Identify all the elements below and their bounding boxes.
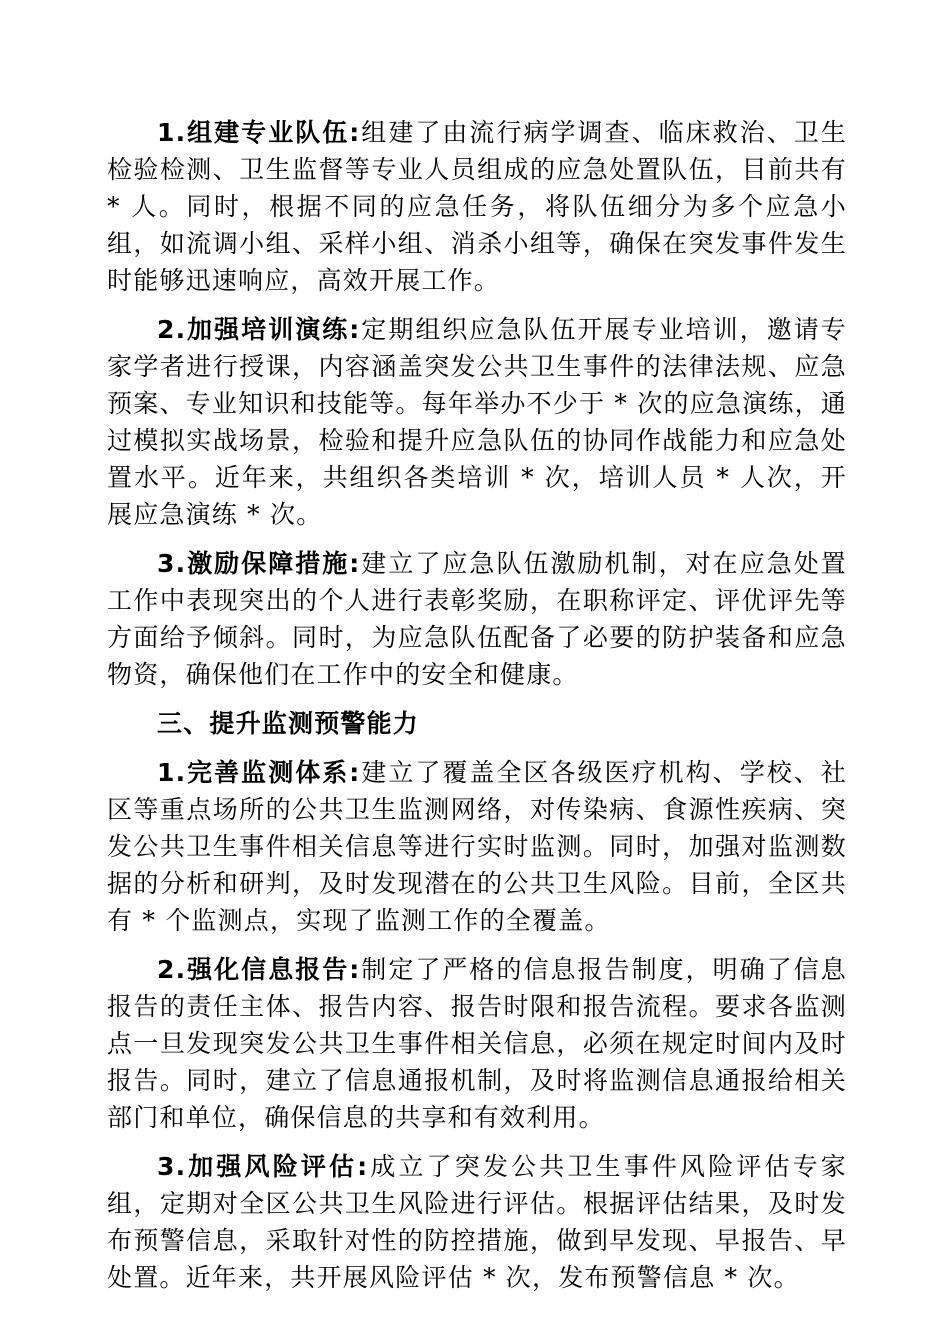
paragraph-lead: 2.强化信息报告: [157, 955, 361, 984]
paragraph-text: 建立了应急队伍激励机制，对在应急处置工作中表现突出的个人进行表彰奖励，在职称评定、评优评先等方面给予倾斜。同时，为应急队伍配备了必要的防护装备和应急物资，确保他们在工作中的安全和健康。 [107, 549, 847, 689]
paragraph-lead: 2.加强培训演练: [157, 315, 361, 344]
paragraph-text: 建立了覆盖全区各级医疗机构、学校、社区等重点场所的公共卫生监测网络，对传染病、食源性疾病、突发公共卫生事件相关信息等进行实时监测。同时，加强对监测数据的分析和研判，及时发现潜在的公共卫生风险。目前，全区共有 * 个监测点，实现了监测工作的全覆盖。 [107, 758, 847, 935]
paragraph-lead: 1.组建专业队伍: [157, 118, 361, 147]
paragraph-lead: 3.加强风险评估: [157, 1152, 369, 1181]
paragraph-lead: 3.激励保障措施: [157, 549, 361, 578]
paragraph-incentives [107, 545, 847, 693]
section-heading: 三、提升监测预警能力 [157, 709, 420, 738]
paragraph-team-building [107, 114, 847, 299]
paragraph-text: 成立了突发公共卫生事件风险评估专家组，定期对全区公共卫生风险进行评估。根据评估结果，及时发布预警信息，采取针对性的防控措施，做到早发现、早报告、早处置。近年来，共开展风险评估 * 次，发布预警信息 * 次。 [107, 1152, 847, 1292]
paragraph-monitoring-system [107, 754, 847, 939]
paragraph-risk-assessment [107, 1148, 847, 1296]
paragraph-info-reporting [107, 951, 847, 1136]
paragraph-training [107, 311, 847, 533]
document-page [107, 114, 847, 1308]
paragraph-lead: 1.完善监测体系: [157, 758, 361, 787]
paragraph-text: 组建了由流行病学调查、临床救治、卫生检验检测、卫生监督等专业人员组成的应急处置队伍，目前共有 * 人。同时，根据不同的应急任务，将队伍细分为多个应急小组，如流调小组、采样小组、消杀小组等，确保在突发事件发生时能够迅速响应，高效开展工作。 [107, 118, 847, 295]
paragraph-text: 定期组织应急队伍开展专业培训，邀请专家学者进行授课，内容涵盖突发公共卫生事件的法律法规、应急预案、专业知识和技能等。每年举办不少于 * 次的应急演练，通过模拟实战场景，检验和提升应急队伍的协同作战能力和应急处置水平。近年来，共组织各类培训 * 次，培训人员 * 人次，开展应急演练 * 次。 [107, 315, 847, 529]
paragraph-text: 制定了严格的信息报告制度，明确了信息报告的责任主体、报告内容、报告时限和报告流程。要求各监测点一旦发现突发公共卫生事件相关信息，必须在规定时间内及时报告。同时，建立了信息通报机制，及时将监测信息通报给相关部门和单位，确保信息的共享和有效利用。 [107, 955, 847, 1132]
